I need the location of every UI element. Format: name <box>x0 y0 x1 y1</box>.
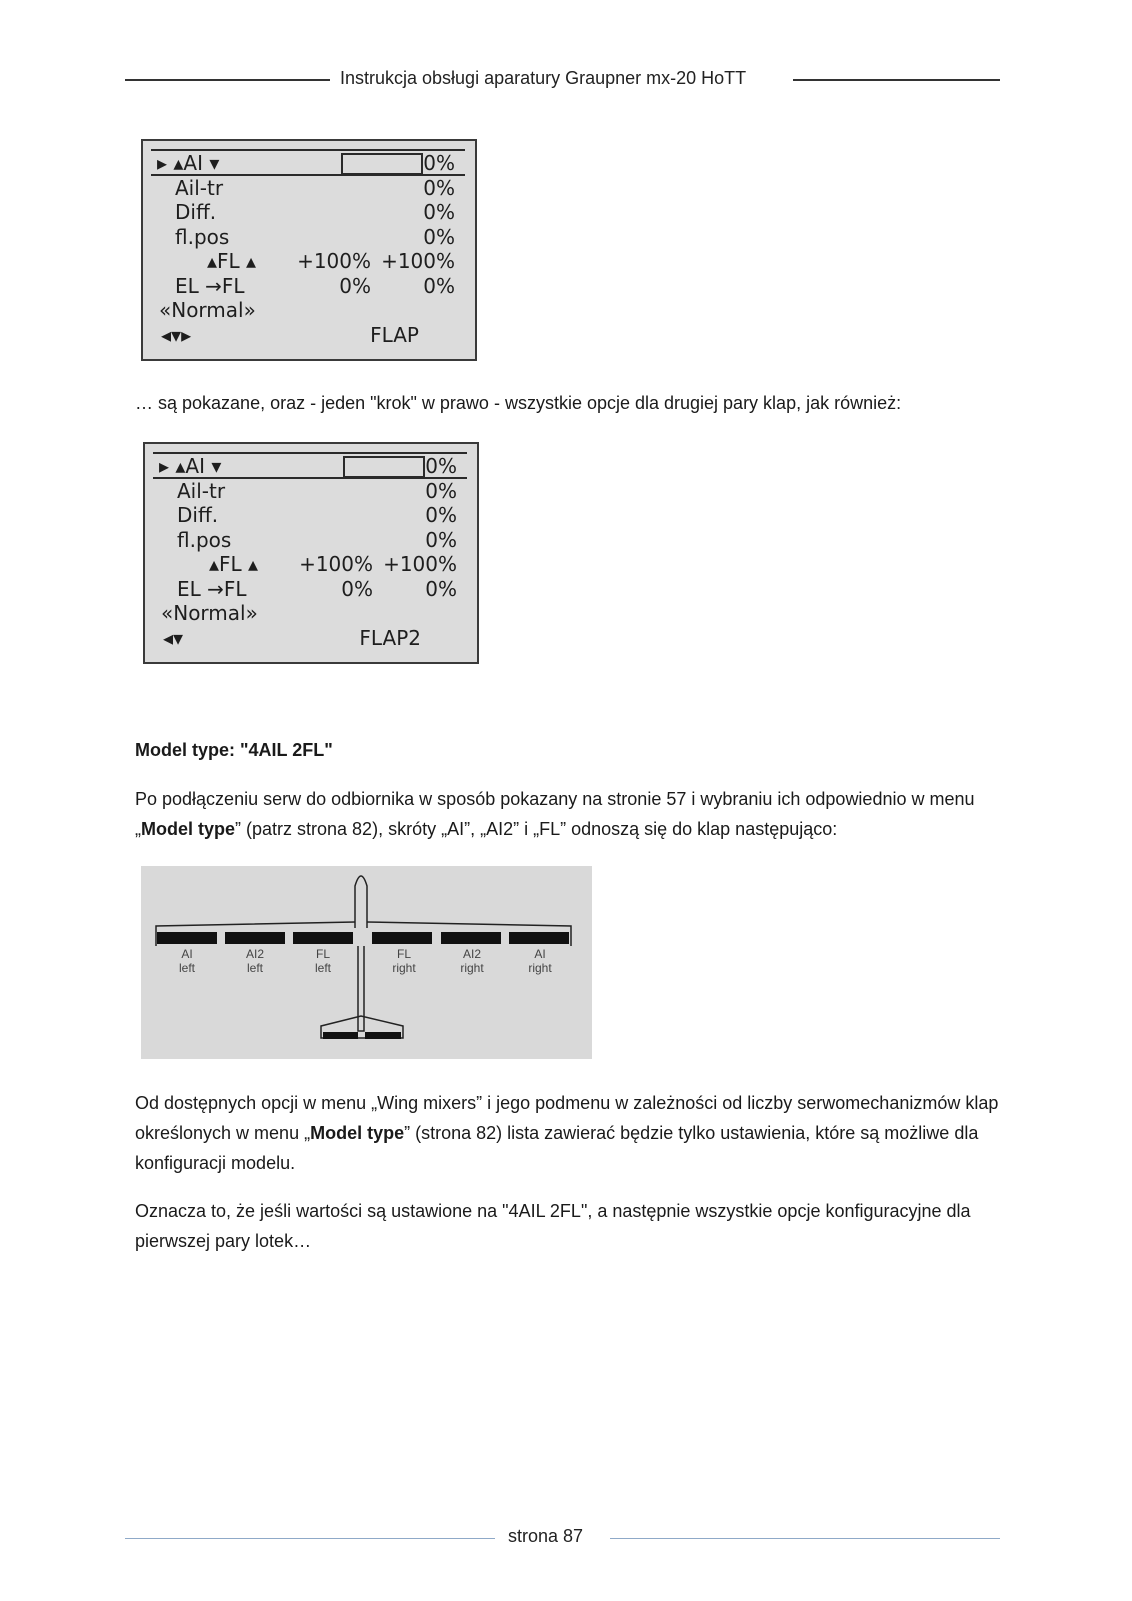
footer-rule-left <box>125 1538 495 1539</box>
paragraph-4ail-2fl: Oznacza to, że jeśli wartości są ustawione na "4AIL 2FL", a następnie wszystkie opcje konfiguracyjne dla pierwszej pary lotek… <box>135 1201 971 1251</box>
lcd-row-value-2: FLAP <box>370 322 419 347</box>
lcd-row-label: Ail-tr <box>175 175 224 200</box>
para1-text-c: ” (patrz strona 82), skróty „AI”, „AI2” i „FL” odnoszą się do klap następująco: <box>235 819 838 839</box>
lcd-row-value-2: 0% <box>423 151 455 175</box>
lcd-row <box>145 454 477 478</box>
lcd-row-value-1: +100% <box>299 552 373 576</box>
para1-bold: Model type <box>141 819 236 839</box>
header-title: Instrukcja obsługi aparatury Graupner mx-20 HoTT <box>340 68 747 88</box>
lcd-row-value-2: +100% <box>383 552 457 576</box>
lcd-row <box>143 249 475 273</box>
lcd-row <box>145 503 477 527</box>
page-number: strona 87 <box>508 1526 584 1546</box>
lcd-row <box>143 176 475 200</box>
header-rule-right <box>793 79 1000 81</box>
lcd-row <box>143 151 475 175</box>
surface-ai2-left <box>225 932 285 944</box>
lcd-row-label: ▸ ▴AI ▾ <box>159 454 222 478</box>
paragraph-wing-mixers <box>135 1088 1005 1178</box>
paragraph-intro: … są pokazane, oraz - jeden "krok" w prawo - wszystkie opcje dla drugiej pary klap, jak również: <box>135 393 902 413</box>
lcd-row-label: fl.pos <box>177 527 232 552</box>
lcd-row-value-2: FLAP2 <box>359 625 421 650</box>
lcd-row-label: EL →FL <box>175 273 245 298</box>
lcd-row-value-2: 0% <box>423 200 455 224</box>
lcd-row-value-1: 0% <box>339 273 371 298</box>
lcd-screen-flap2 <box>143 442 479 664</box>
lcd-row-value-2: +100% <box>381 249 455 273</box>
lcd-row-label: fl.pos <box>175 224 230 249</box>
label-ai-right: AI right <box>528 947 552 975</box>
lcd-row-label: ◂▾ <box>163 625 184 650</box>
lcd-row <box>145 479 477 503</box>
lcd-row <box>143 298 475 322</box>
lcd-row-value-2: 0% <box>425 503 457 527</box>
label-fl-right: FL right <box>392 947 416 975</box>
lcd-row <box>145 528 477 552</box>
lcd-row-value-2: 0% <box>423 224 455 249</box>
footer-rule-right <box>610 1538 1000 1539</box>
surface-fl-left <box>293 932 353 944</box>
label-fl-left: FL left <box>314 947 331 975</box>
lcd-row <box>143 274 475 298</box>
para1-text-a: Po podłączeniu serw do odbiornika w sposób pokazany na stronie 57 i wybraniu ich odpowiednio w menu „ <box>135 789 975 839</box>
para2-text-c: ” (strona 82) lista zawierać będzie tylko ustawienia, które są możliwe dla konfiguracji modelu. <box>135 1123 979 1173</box>
paragraph-model-type <box>135 784 1005 844</box>
lcd-row <box>145 552 477 576</box>
lcd-screen-flap <box>141 139 477 361</box>
elevator-right <box>365 1032 401 1039</box>
lcd-row-label: «Normal» <box>159 298 256 322</box>
lcd-row-value-2: 0% <box>423 273 455 298</box>
label-ai-left: AI left <box>178 947 195 975</box>
lcd-row-value-2: 0% <box>423 175 455 200</box>
lcd-row-label: Diff. <box>177 503 219 527</box>
surface-ai2-right <box>441 932 501 944</box>
section-heading: Model type: "4AIL 2FL" <box>135 740 333 760</box>
label-ai2-right: AI2 right <box>460 947 484 975</box>
label-ai2-left: AI2 left <box>245 947 264 975</box>
lcd-row <box>145 626 477 650</box>
lcd-row-value-2: 0% <box>425 478 457 503</box>
lcd-row-value-1: +100% <box>297 249 371 273</box>
surface-ai-right <box>509 932 569 944</box>
surface-ai-left <box>157 932 217 944</box>
page-footer <box>125 1525 1000 1555</box>
lcd-row-label: ▸ ▴AI ▾ <box>157 151 220 175</box>
surface-fl-right <box>372 932 432 944</box>
lcd-row-label: «Normal» <box>161 601 258 625</box>
lcd-row-label: Ail-tr <box>177 478 226 503</box>
header-rule-left <box>125 79 330 81</box>
page-header <box>125 66 1000 96</box>
lcd-row <box>145 601 477 625</box>
lcd-row-label: ▴FL ▴ <box>209 552 259 576</box>
para2-text-a: Od dostępnych opcji w menu „Wing mixers” i jego podmenu w zależności od liczby serwomechanizmów klap określonych w menu „ <box>135 1093 999 1143</box>
lcd-row <box>145 577 477 601</box>
wing-servo-diagram <box>141 866 592 1059</box>
lcd-row-value-2: 0% <box>425 576 457 601</box>
lcd-row-label: EL →FL <box>177 576 247 601</box>
lcd-row-label: Diff. <box>175 200 217 224</box>
lcd-row-label: ◂▾▸ <box>161 322 192 347</box>
lcd-row <box>143 200 475 224</box>
elevator-left <box>323 1032 358 1039</box>
lcd-row-label: ▴FL ▴ <box>207 249 257 273</box>
lcd-row <box>143 323 475 347</box>
lcd-row-value-1: 0% <box>341 576 373 601</box>
lcd-row-value-2: 0% <box>425 454 457 478</box>
lcd-row <box>143 225 475 249</box>
para2-bold: Model type <box>310 1123 405 1143</box>
lcd-row-value-2: 0% <box>425 527 457 552</box>
